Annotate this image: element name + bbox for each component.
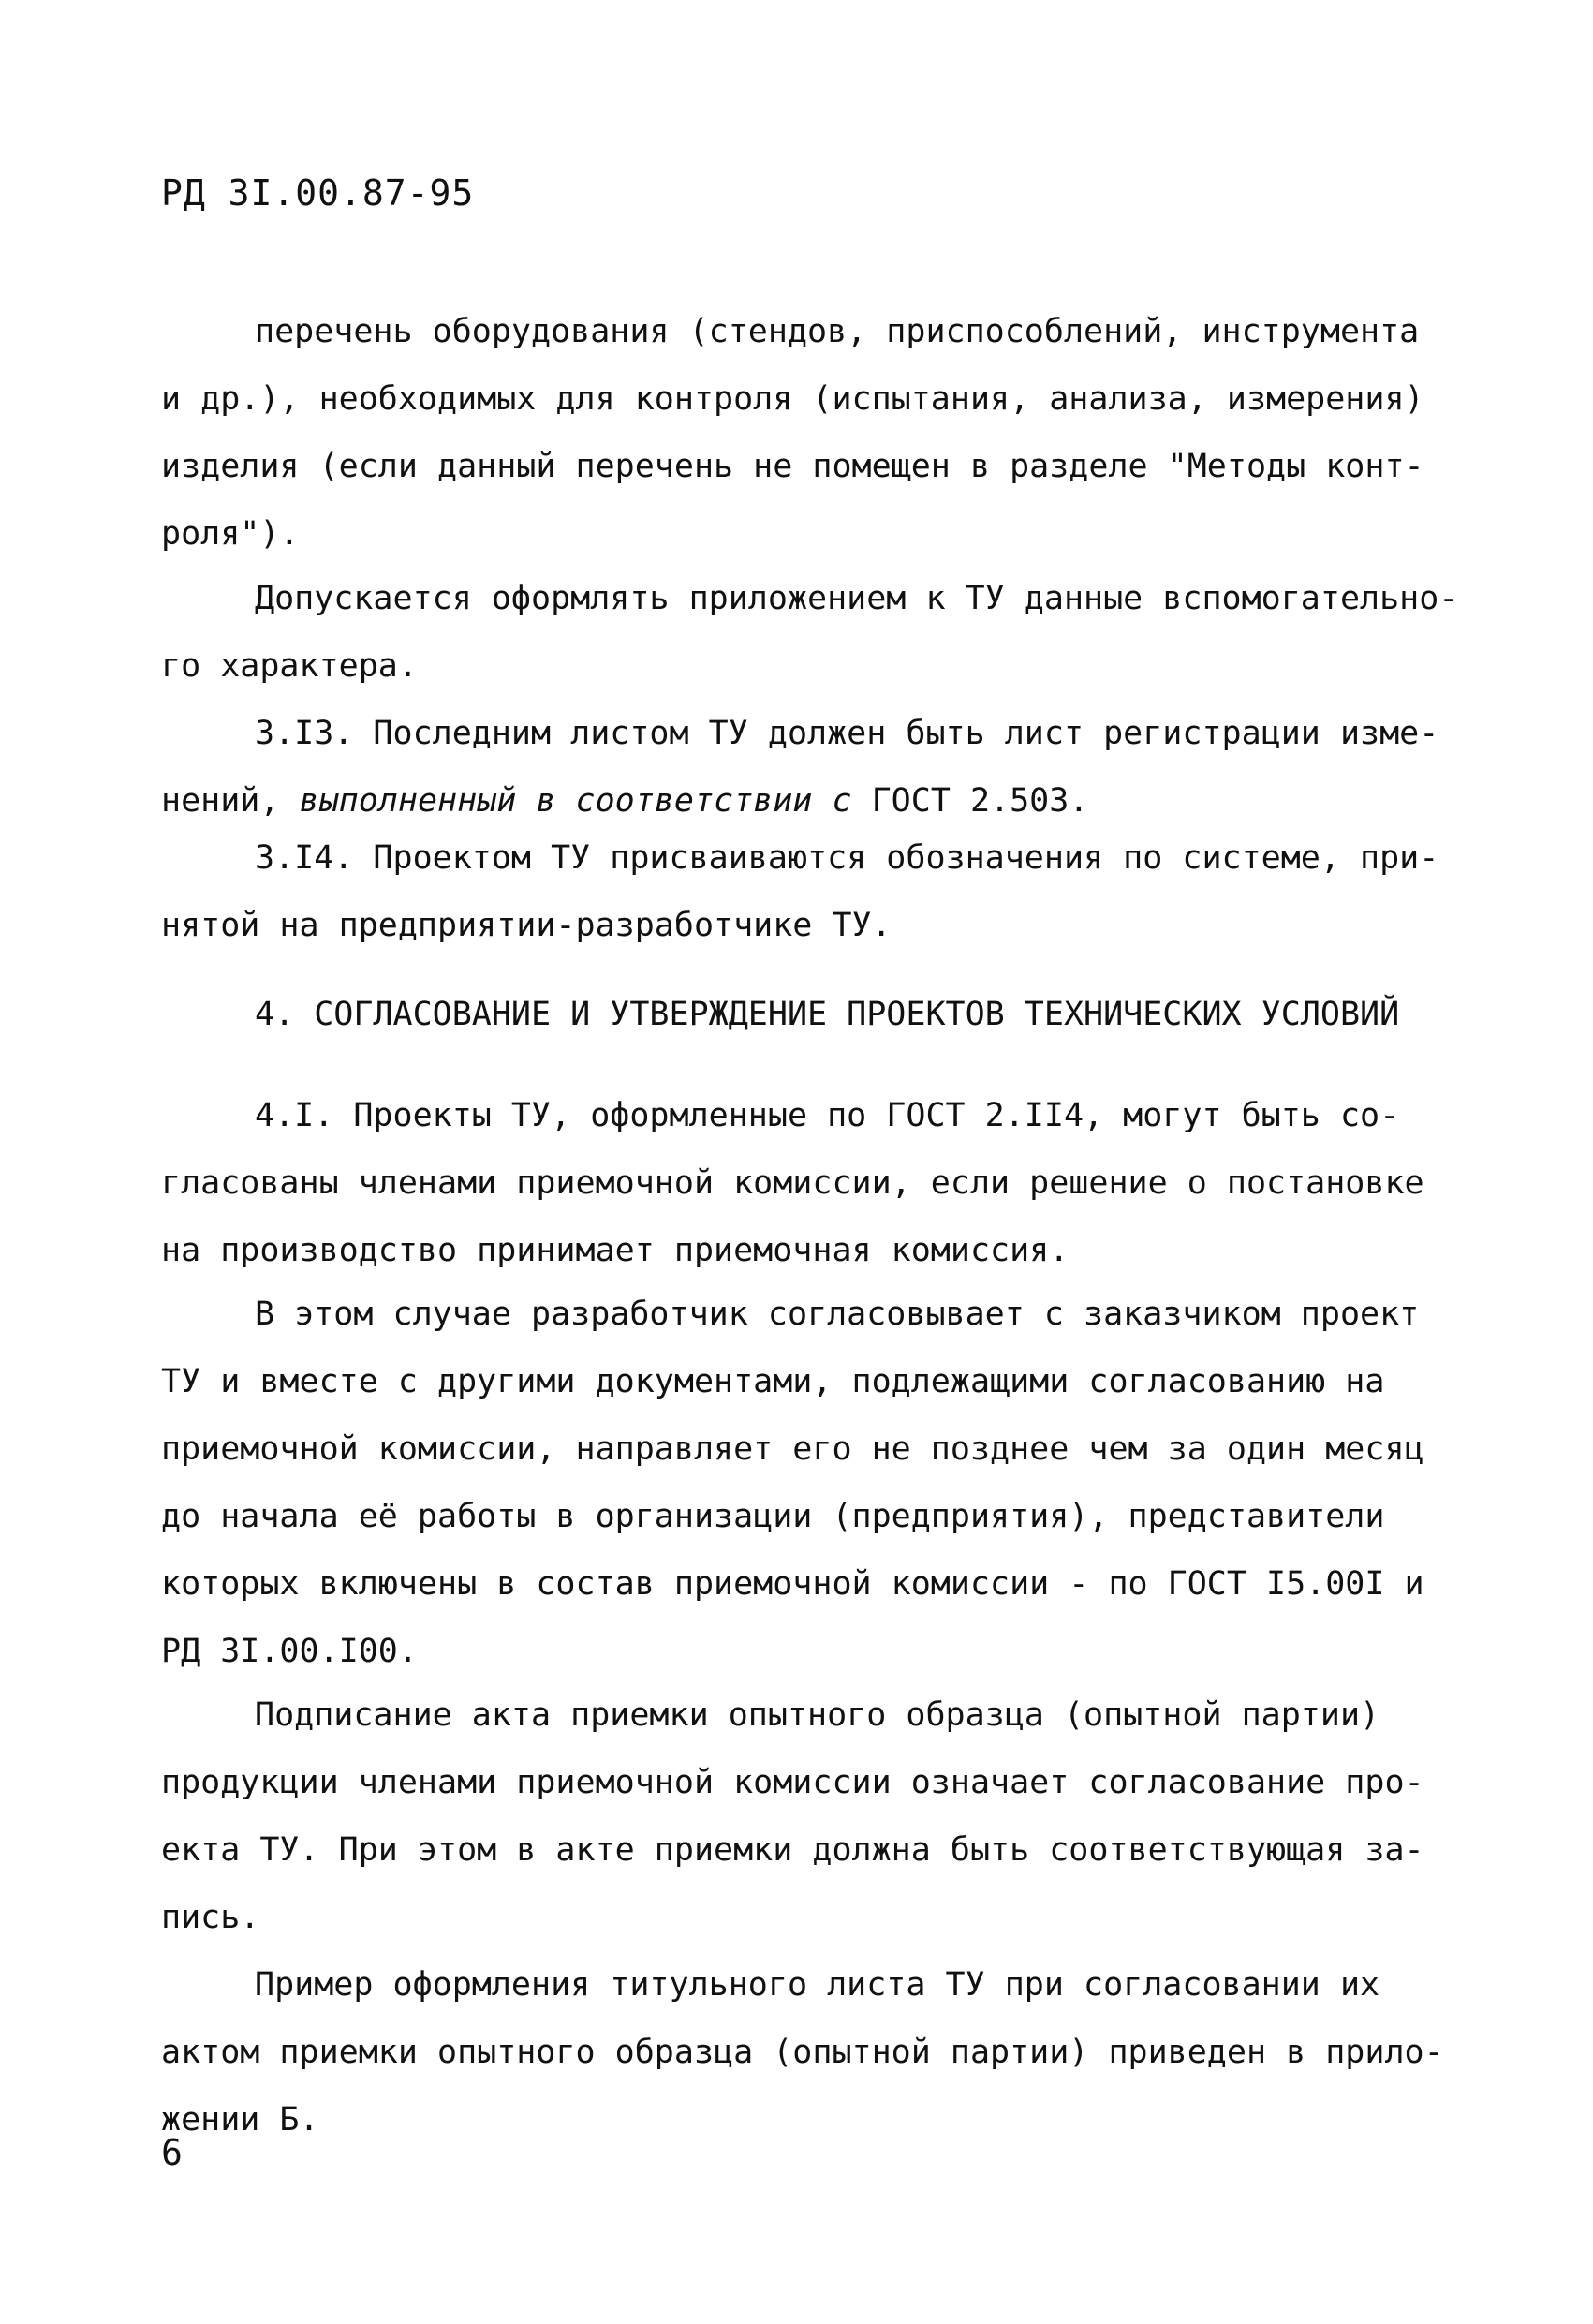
- text-line: которых включены в состав приемочной комиссии - по ГОСТ I5.00I и: [161, 1565, 1424, 1603]
- italic-text-run: выполненный в соответствии с: [279, 782, 852, 820]
- document-code: РД 3I.00.87-95: [161, 172, 475, 214]
- text-line: приемочной комиссии, направляет его не позднее чем за один месяц: [161, 1430, 1424, 1468]
- text-line: жении Б.: [161, 2101, 319, 2139]
- text-line: екта ТУ. При этом в акте приемки должна быть соответствующая за-: [161, 1831, 1424, 1869]
- text-line: 3.I4. Проектом ТУ присваиваются обозначения по системе, при-: [255, 839, 1439, 877]
- text-line: РД 3I.00.I00.: [161, 1633, 418, 1670]
- paragraph-title-sheet-example: [161, 1951, 1472, 2154]
- text-line: Подписание акта приемки опытного образца (опытной партии): [255, 1696, 1380, 1734]
- text-line: актом приемки опытного образца (опытной партии) приведен в прило-: [161, 2034, 1444, 2071]
- text-run: нений,: [161, 782, 280, 820]
- paragraph-equipment-list: [161, 298, 1472, 568]
- text-line: 4.I. Проекты ТУ, оформленные по ГОСТ 2.II4, могут быть со-: [255, 1097, 1400, 1134]
- paragraph-signing-act: [161, 1681, 1472, 1951]
- paragraph-4-1: [161, 1082, 1472, 1284]
- text-line: 3.I3. Последним листом ТУ должен быть лист регистрации изме-: [255, 715, 1439, 752]
- text-line: на производство принимает приемочная комиссия.: [161, 1232, 1069, 1269]
- text-line: продукции членами приемочной комиссии означает согласование про-: [161, 1764, 1424, 1801]
- text-line: перечень оборудования (стендов, приспособлений, инструмента: [255, 313, 1420, 350]
- text-run: ГОСТ 2.503.: [851, 782, 1089, 820]
- paragraph-developer-coordination: [161, 1280, 1472, 1685]
- text-line: Допускается оформлять приложением к ТУ данные вспомогательно-: [255, 580, 1459, 617]
- text-line: гласованы членами приемочной комиссии, если решение о постановке: [161, 1164, 1424, 1202]
- paragraph-3-14: [161, 824, 1472, 959]
- text-line: Пример оформления титульного листа ТУ при согласовании их: [255, 1966, 1380, 2004]
- page-number: 6: [161, 2132, 183, 2173]
- text-line: роля").: [161, 515, 300, 553]
- text-line: В этом случае разработчик согласовывает с заказчиком проект: [255, 1295, 1420, 1333]
- text-line: изделия (если данный перечень не помещен в разделе "Методы конт-: [161, 448, 1424, 485]
- text-line: и др.), необходимых для контроля (испытания, анализа, измерения): [161, 380, 1424, 418]
- paragraph-appendix-note: [161, 565, 1472, 700]
- section-heading: 4. СОГЛАСОВАНИЕ И УТВЕРЖДЕНИЕ ПРОЕКТОВ ТЕХНИЧЕСКИХ УСЛОВИЙ: [255, 996, 1400, 1033]
- text-line: го характера.: [161, 647, 418, 685]
- text-line: до начала её работы в организации (предприятия), представители: [161, 1498, 1385, 1535]
- text-line: ТУ и вместе с другими документами, подлежащими согласованию на: [161, 1363, 1385, 1400]
- text-line: пись.: [161, 1899, 260, 1936]
- paragraph-3-13: [161, 700, 1472, 835]
- text-line: нятой на предприятии-разработчике ТУ.: [161, 907, 892, 944]
